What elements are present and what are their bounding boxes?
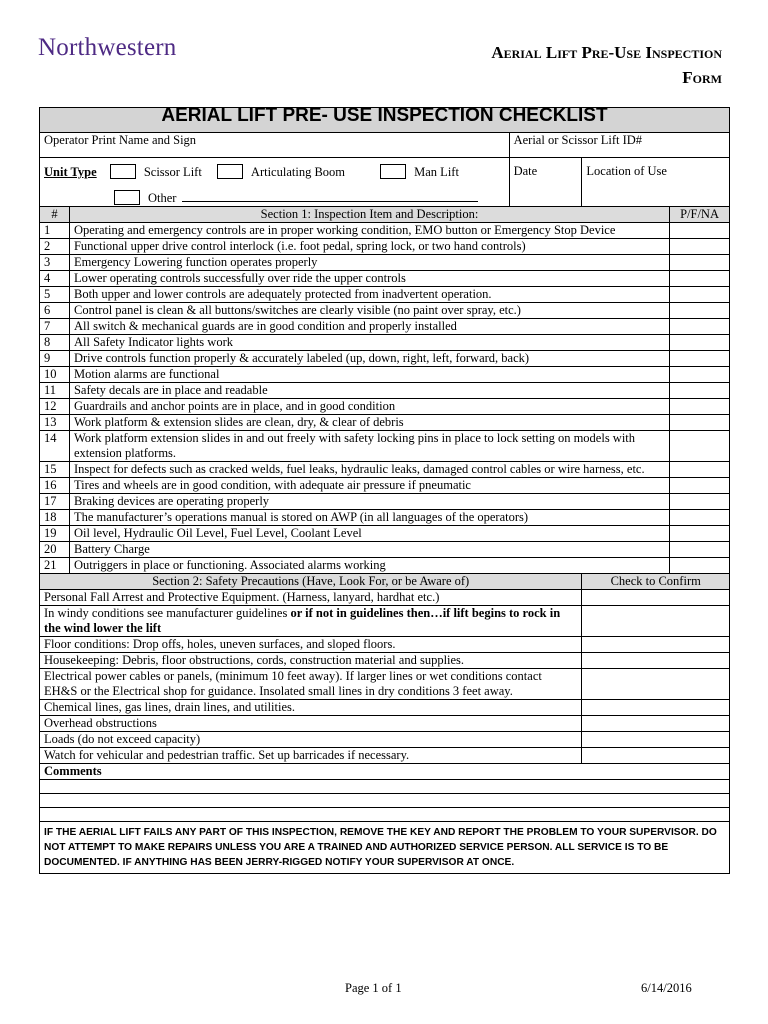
pf-result-cell[interactable]	[670, 399, 730, 415]
pf-result-cell[interactable]	[670, 271, 730, 287]
comments-line[interactable]	[40, 780, 730, 794]
operator-label: Operator Print Name and Sign	[44, 133, 197, 147]
inspection-row	[40, 558, 730, 574]
northwestern-logo: Northwestern	[38, 34, 177, 61]
confirm-header: Check to Confirm	[582, 574, 730, 590]
item-description: Lower operating controls successfully over ride the upper controls	[69, 271, 669, 287]
comments-label: Comments	[40, 764, 730, 780]
form-title	[491, 40, 722, 90]
item-description: All Safety Indicator lights work	[69, 335, 669, 351]
item-description: Safety decals are in place and readable	[69, 383, 669, 399]
unit-type-label: Unit Type	[44, 165, 97, 179]
date-label: Date	[513, 164, 538, 178]
confirm-cell[interactable]	[582, 590, 730, 606]
item-description: Inspect for defects such as cracked welds, fuel leaks, hydraulic leaks, damaged control cables or wire harness, etc.	[69, 462, 669, 478]
lift-id-label: Aerial or Scissor Lift ID#	[513, 133, 643, 147]
section2-item	[40, 606, 582, 637]
item-number: 21	[40, 558, 70, 574]
confirm-cell[interactable]	[582, 700, 730, 716]
inspection-row	[40, 415, 730, 431]
section2-header: Section 2: Safety Precautions (Have, Look For, or be Aware of)	[40, 574, 582, 590]
inspection-row	[40, 383, 730, 399]
confirm-cell[interactable]	[582, 716, 730, 732]
inspection-row	[40, 526, 730, 542]
item-description: Motion alarms are functional	[69, 367, 669, 383]
section2-row	[40, 669, 730, 700]
lift-id-field[interactable]	[509, 133, 729, 158]
pf-result-cell[interactable]	[670, 478, 730, 494]
pf-result-cell[interactable]	[670, 367, 730, 383]
item-description: Guardrails and anchor points are in place, and in good condition	[69, 399, 669, 415]
item-number: 19	[40, 526, 70, 542]
pf-result-cell[interactable]	[670, 415, 730, 431]
item-number: 2	[40, 239, 70, 255]
man-lift-checkbox[interactable]	[380, 164, 406, 179]
section1-items	[40, 223, 730, 574]
item-description: Control panel is clean & all buttons/switches are clearly visible (no paint over spray, etc.)	[69, 303, 669, 319]
pf-header: P/F/NA	[670, 207, 730, 223]
item-description: Battery Charge	[69, 542, 669, 558]
form-title-line1: Aerial Lift Pre-Use Inspection	[491, 43, 722, 62]
item-description: Braking devices are operating properly	[69, 494, 669, 510]
pf-result-cell[interactable]	[670, 494, 730, 510]
section2-row	[40, 716, 730, 732]
inspection-checklist-table	[39, 107, 730, 874]
inspection-row	[40, 431, 730, 462]
section2-row	[40, 732, 730, 748]
num-header: #	[40, 207, 70, 223]
pf-result-cell[interactable]	[670, 558, 730, 574]
item-number: 10	[40, 367, 70, 383]
inspection-row	[40, 223, 730, 239]
inspection-row	[40, 335, 730, 351]
inspection-row	[40, 494, 730, 510]
item-description: All switch & mechanical guards are in good condition and properly installed	[69, 319, 669, 335]
item-number: 12	[40, 399, 70, 415]
item-description: The manufacturer’s operations manual is stored on AWP (in all languages of the operators)	[69, 510, 669, 526]
confirm-cell[interactable]	[582, 637, 730, 653]
item-number: 15	[40, 462, 70, 478]
pf-result-cell[interactable]	[670, 303, 730, 319]
form-title-line2: Form	[682, 68, 722, 87]
pf-result-cell[interactable]	[670, 239, 730, 255]
confirm-cell[interactable]	[582, 669, 730, 700]
item-description: Both upper and lower controls are adequately protected from inadvertent operation.	[69, 287, 669, 303]
inspection-row	[40, 399, 730, 415]
item-number: 4	[40, 271, 70, 287]
section2-row	[40, 748, 730, 764]
warning-notice: IF THE AERIAL LIFT FAILS ANY PART OF THIS INSPECTION, REMOVE THE KEY AND REPORT THE PROBLEM TO YOUR SUPERVISOR. DO NOT ATTEMPT TO MAKE REPAIRS UNLESS YOU ARE A TRAINED AND AUTHORIZED SERVICE PERSON. ALL SERVICE IS TO BE DOCUMENTED. IF ANYTHING HAS BEEN JERRY-RIGGED NOTIFY YOUR SUPERVISOR AT ONCE.	[40, 822, 730, 874]
pf-result-cell[interactable]	[670, 526, 730, 542]
pf-result-cell[interactable]	[670, 319, 730, 335]
location-label: Location of Use	[586, 164, 667, 178]
item-number: 11	[40, 383, 70, 399]
checklist-title: AERIAL LIFT PRE- USE INSPECTION CHECKLIST	[40, 108, 730, 133]
item-number: 18	[40, 510, 70, 526]
item-description: Drive controls function properly & accurately labeled (up, down, right, left, forward, back)	[69, 351, 669, 367]
inspection-row	[40, 478, 730, 494]
inspection-row	[40, 239, 730, 255]
item-description: Operating and emergency controls are in proper working condition, EMO button or Emergency Stop Device	[69, 223, 669, 239]
item-number: 20	[40, 542, 70, 558]
date-field[interactable]	[509, 158, 582, 207]
section2-item: Housekeeping: Debris, floor obstructions, cords, construction material and supplies.	[40, 653, 582, 669]
inspection-row	[40, 462, 730, 478]
confirm-cell[interactable]	[582, 606, 730, 637]
inspection-row	[40, 351, 730, 367]
inspection-row	[40, 303, 730, 319]
confirm-cell[interactable]	[582, 653, 730, 669]
other-checkbox[interactable]	[114, 190, 140, 205]
footer-date: 6/14/2016	[641, 981, 692, 995]
section1-header: Section 1: Inspection Item and Description:	[69, 207, 669, 223]
section2-item: Watch for vehicular and pedestrian traffic. Set up barricades if necessary.	[40, 748, 582, 764]
section2-row	[40, 637, 730, 653]
item-description: Oil level, Hydraulic Oil Level, Fuel Level, Coolant Level	[69, 526, 669, 542]
section2-row	[40, 606, 730, 637]
comments-line[interactable]	[40, 808, 730, 822]
inspection-row	[40, 319, 730, 335]
section2-row	[40, 590, 730, 606]
pf-result-cell[interactable]	[670, 383, 730, 399]
pf-result-cell[interactable]	[670, 351, 730, 367]
inspection-row	[40, 542, 730, 558]
item-description: Outriggers in place or functioning. Associated alarms working	[69, 558, 669, 574]
scissor-lift-label: Scissor Lift	[143, 165, 202, 179]
other-input-line[interactable]	[182, 191, 478, 202]
articulating-boom-label: Articulating Boom	[250, 165, 346, 179]
pf-result-cell[interactable]	[670, 542, 730, 558]
man-lift-label: Man Lift	[414, 165, 459, 179]
pf-result-cell[interactable]	[670, 255, 730, 271]
pf-result-cell[interactable]	[670, 462, 730, 478]
section2-header-row	[40, 574, 730, 590]
section2-item: Overhead obstructions	[40, 716, 582, 732]
inspection-row	[40, 287, 730, 303]
comments-line[interactable]	[40, 794, 730, 808]
inspection-row	[40, 271, 730, 287]
section2-item: Electrical power cables or panels, (minimum 10 feet away). If larger lines or wet conditions contact EH&S or the Electrical shop for guidance. Insolated small lines in dry conditions 3 feet away.	[40, 669, 582, 700]
section2-item: Chemical lines, gas lines, drain lines, and utilities.	[40, 700, 582, 716]
item-number: 8	[40, 335, 70, 351]
pf-result-cell[interactable]	[670, 510, 730, 526]
confirm-cell[interactable]	[582, 732, 730, 748]
item-number: 9	[40, 351, 70, 367]
confirm-cell[interactable]	[582, 748, 730, 764]
section1-header-row	[40, 207, 730, 223]
item-number: 7	[40, 319, 70, 335]
inspection-row	[40, 367, 730, 383]
item-number: 1	[40, 223, 70, 239]
pf-result-cell[interactable]	[670, 335, 730, 351]
inspection-row	[40, 510, 730, 526]
page-number: Page 1 of 1	[345, 981, 402, 995]
pf-result-cell[interactable]	[670, 431, 730, 462]
item-number: 17	[40, 494, 70, 510]
location-field[interactable]	[582, 158, 730, 207]
section2-row	[40, 700, 730, 716]
item-description: Work platform extension slides in and out freely with safety locking pins in place to lock setting on models with extension platforms.	[69, 431, 669, 462]
item-number: 16	[40, 478, 70, 494]
section2-item: Floor conditions: Drop offs, holes, uneven surfaces, and sloped floors.	[40, 637, 582, 653]
item-number: 3	[40, 255, 70, 271]
item-description: Tires and wheels are in good condition, with adequate air pressure if pneumatic	[69, 478, 669, 494]
item-number: 14	[40, 431, 70, 462]
section2-item: Loads (do not exceed capacity)	[40, 732, 582, 748]
unit-type-cell	[40, 158, 510, 207]
item-number: 5	[40, 287, 70, 303]
operator-name-field[interactable]	[40, 133, 510, 158]
inspection-row	[40, 255, 730, 271]
section2-item-text: In windy conditions see manufacturer guidelines	[44, 606, 291, 620]
item-number: 13	[40, 415, 70, 431]
pf-result-cell[interactable]	[670, 287, 730, 303]
other-label: Other	[148, 191, 177, 205]
scissor-lift-checkbox[interactable]	[110, 164, 136, 179]
item-description: Work platform & extension slides are clean, dry, & clear of debris	[69, 415, 669, 431]
section2-item: Personal Fall Arrest and Protective Equipment. (Harness, lanyard, hardhat etc.)	[40, 590, 582, 606]
articulating-boom-checkbox[interactable]	[217, 164, 243, 179]
pf-result-cell[interactable]	[670, 223, 730, 239]
section2-item-bold-text: or if not in guidelines then…if lift begins to rock in the wind lower the lift	[44, 606, 561, 635]
section2-row	[40, 653, 730, 669]
item-number: 6	[40, 303, 70, 319]
item-description: Functional upper drive control interlock (i.e. foot pedal, spring lock, or two hand controls)	[69, 239, 669, 255]
item-description: Emergency Lowering function operates properly	[69, 255, 669, 271]
